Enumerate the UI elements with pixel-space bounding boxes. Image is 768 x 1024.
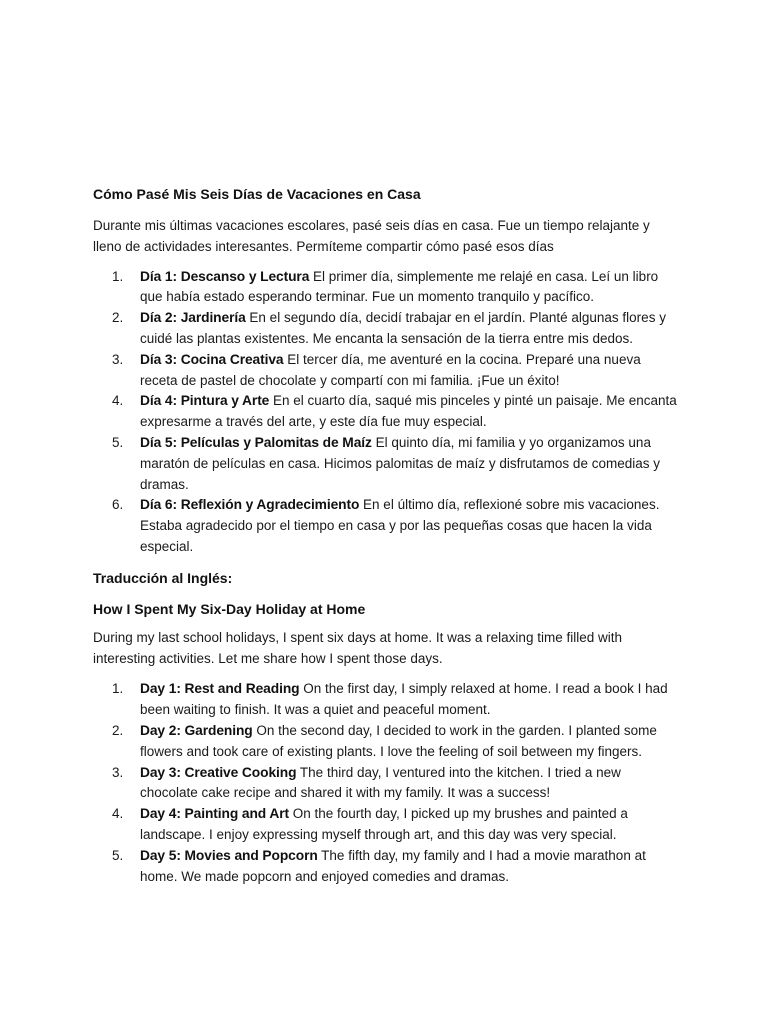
day-title: Día 4: Pintura y Arte: [140, 393, 270, 409]
list-number: 6.: [112, 497, 124, 513]
day-title: Día 2: Jardinería: [140, 310, 246, 326]
list-number: 4.: [112, 806, 124, 822]
day-title: Day 2: Gardening: [140, 722, 253, 738]
day-title: Día 6: Reflexión y Agradecimiento: [140, 497, 360, 513]
day-title: Day 4: Painting and Art: [140, 806, 289, 822]
english-intro: During my last school holidays, I spent six days at home. It was a relaxing time filled with interesting activities. Let me share how I spent those days.: [93, 629, 622, 666]
english-day-list: [93, 679, 678, 887]
list-number: 5.: [112, 434, 124, 450]
list-number: 5.: [112, 847, 124, 863]
day-title: Day 3: Creative Cooking: [140, 764, 297, 780]
list-item: [93, 721, 678, 763]
list-number: 2.: [112, 722, 124, 738]
spanish-title: Cómo Pasé Mis Seis Días de Vacaciones en Casa: [93, 186, 421, 202]
day-title: Día 1: Descanso y Lectura: [140, 268, 310, 284]
spanish-day-list: [93, 267, 678, 558]
day-text: El primer día, simplemente me relajé en casa. Leí un libro que había estado esperando terminar. Fue un momento tranquilo y pacífico.: [140, 268, 659, 305]
day-title: Día 3: Cocina Creativa: [140, 351, 284, 367]
list-number: 4.: [112, 393, 124, 409]
list-item: [93, 763, 678, 805]
day-title: Day 5: Movies and Popcorn: [140, 847, 318, 863]
list-item: [93, 350, 678, 392]
translation-heading: Traducción al Inglés:: [93, 569, 233, 586]
list-item: [93, 391, 678, 433]
day-text: En el último día, reflexioné sobre mis vacaciones. Estaba agradecido por el tiempo en casa y por las pequeñas cosas que hacen la vida especial.: [140, 497, 660, 554]
list-number: 2.: [112, 310, 124, 326]
list-item: [93, 433, 678, 495]
list-item: [93, 846, 678, 888]
list-number: 3.: [112, 764, 124, 780]
day-text: On the first day, I simply relaxed at home. I read a book I had been waiting to finish. It was a quiet and peaceful moment.: [140, 681, 668, 718]
day-text: El quinto día, mi familia y yo organizamos una maratón de películas en casa. Hicimos palomitas de maíz y disfrutamos de comedias y dramas.: [140, 434, 660, 492]
list-item: [93, 804, 678, 846]
day-title: Day 1: Rest and Reading: [140, 681, 300, 697]
day-title: Día 5: Películas y Palomitas de Maíz: [140, 434, 372, 450]
day-text: On the fourth day, I picked up my brushes and painted a landscape. I enjoy expressing myself through art, and this day was very special.: [140, 806, 628, 842]
document-content: [93, 184, 678, 887]
day-text: En el cuarto día, saqué mis pinceles y pinté un paisaje. Me encanta expresarme a través del arte, y este día fue muy especial.: [140, 393, 677, 430]
day-text: The third day, I ventured into the kitchen. I tried a new chocolate cake recipe and shared it with my family. It was a success!: [140, 764, 621, 801]
list-item: [93, 495, 678, 557]
day-text: The fifth day, my family and I had a movie marathon at home. We made popcorn and enjoyed comedies and dramas.: [140, 847, 646, 884]
list-number: 1.: [112, 681, 124, 697]
list-item: [93, 308, 678, 350]
list-item: [93, 679, 678, 721]
day-text: On the second day, I decided to work in the garden. I planted some flowers and took care of existing plants. I love the feeling of soil between my fingers.: [140, 722, 657, 759]
list-item: [93, 267, 678, 309]
day-text: El tercer día, me aventuré en la cocina. Preparé una nueva receta de pastel de chocolate y compartí con mi familia. ¡Fue un éxito!: [140, 351, 641, 388]
day-text: En el segundo día, decidí trabajar en el jardín. Planté algunas flores y cuidé las plantas existentes. Me encanta la sensación de la tierra entre mis dedos.: [140, 310, 666, 346]
list-number: 3.: [112, 351, 124, 367]
english-title: How I Spent My Six-Day Holiday at Home: [93, 600, 366, 617]
list-number: 1.: [112, 268, 124, 284]
spanish-intro: Durante mis últimas vacaciones escolares, pasé seis días en casa. Fue un tiempo relajante y lleno de actividades interesantes. Permíteme compartir cómo pasé esos días: [93, 218, 650, 254]
